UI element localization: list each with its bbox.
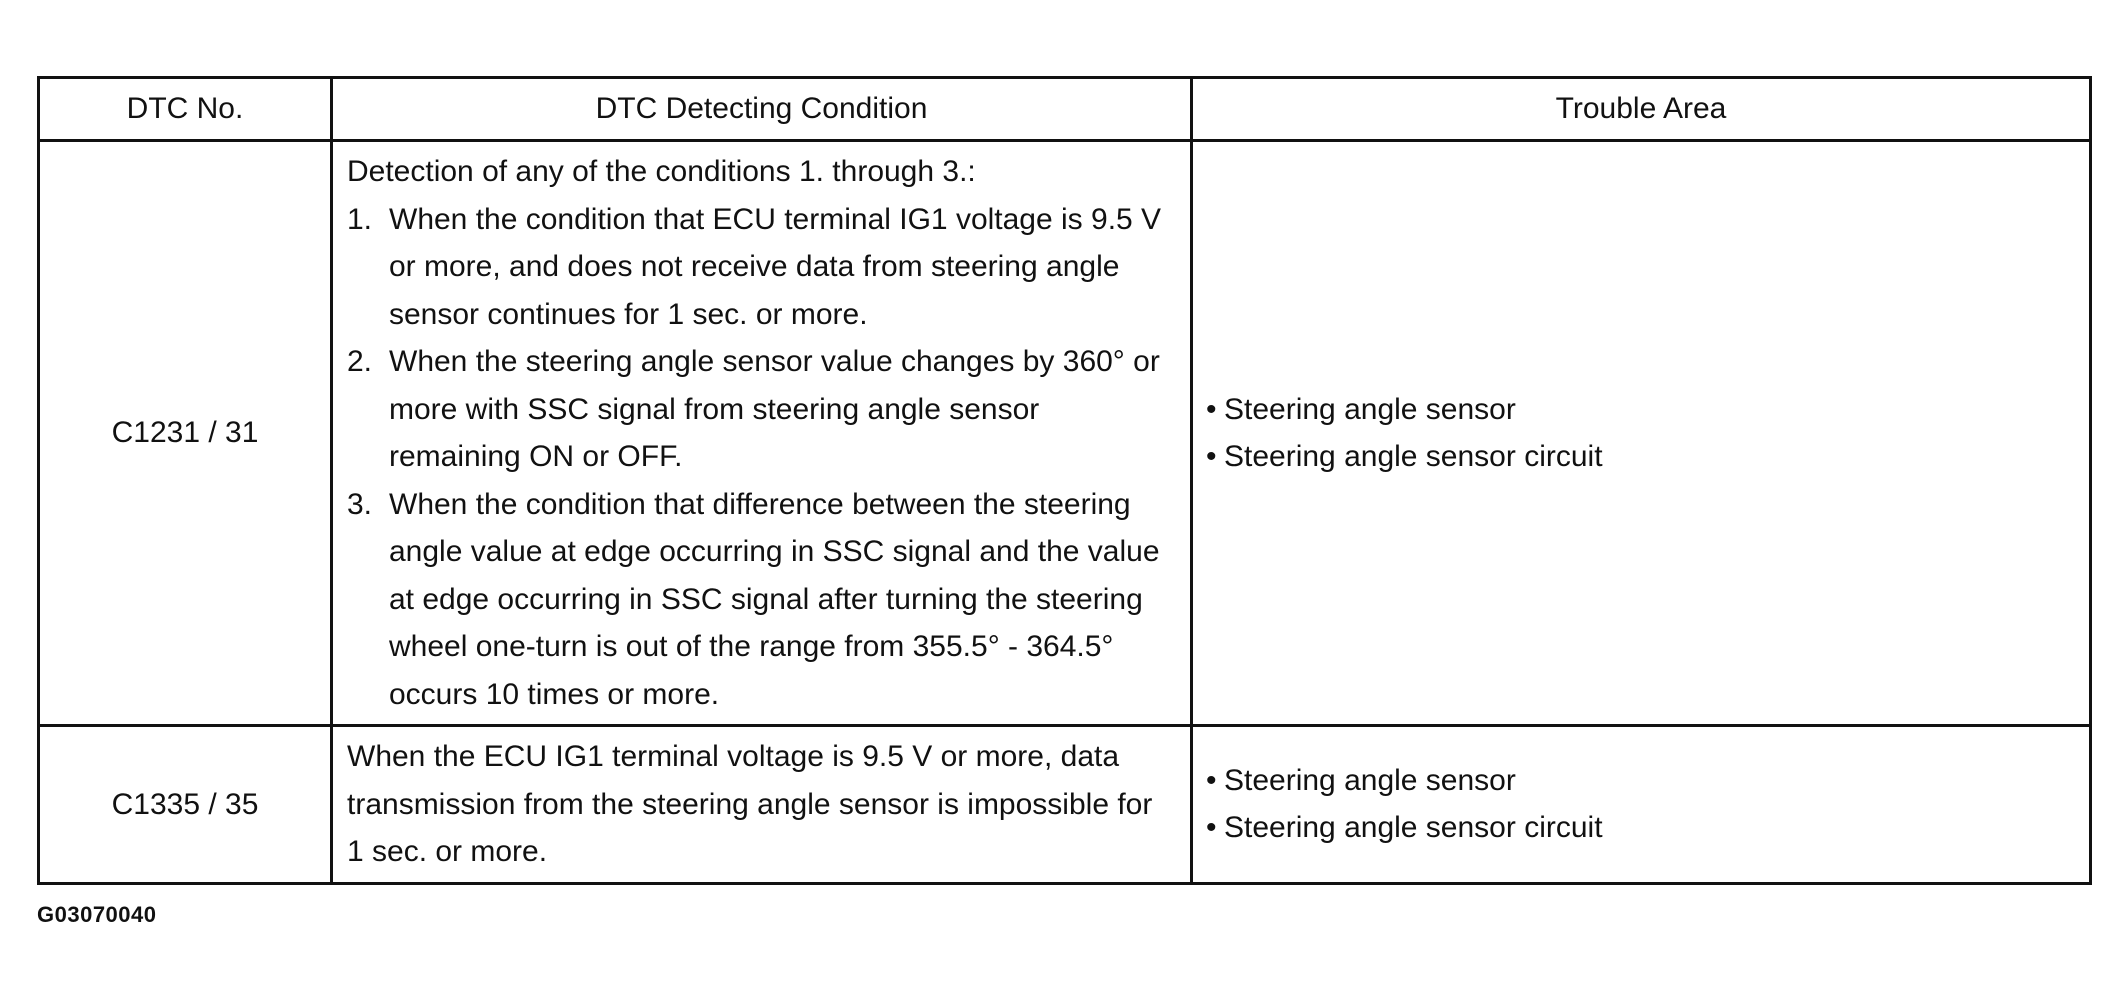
condition-number: 1. xyxy=(347,202,373,236)
trouble-area-list xyxy=(1206,386,2075,481)
table-row xyxy=(39,726,2091,884)
dtc-code: C1335 / 35 xyxy=(39,726,332,884)
condition-number: 2. xyxy=(347,345,373,378)
condition-text: When the condition that ECU terminal IG1 voltage is 9.5 V or more, and does not receive data from steering angle sensor continues for 1 sec. or more. xyxy=(389,202,1162,331)
detecting-condition-cell xyxy=(332,726,1192,884)
header-trouble-area: Trouble Area xyxy=(1192,78,2091,141)
trouble-area-item: • Steering angle sensor xyxy=(1206,386,2075,434)
condition-list xyxy=(347,196,1176,719)
trouble-area-list xyxy=(1206,757,2075,852)
figure-code: G03070040 xyxy=(37,902,157,927)
detecting-condition-cell xyxy=(332,141,1192,726)
condition-text: When the ECU IG1 terminal voltage is 9.5 V or more, data transmission from the steering angle sensor is impossible for 1 sec. or more. xyxy=(347,740,1153,868)
trouble-area-cell xyxy=(1192,726,2091,884)
table-row xyxy=(39,141,2091,726)
header-detecting-condition: DTC Detecting Condition xyxy=(332,78,1192,141)
condition-text: When the condition that difference between the steering angle value at edge occurring in SSC signal and the value at edge occurring in SSC signal after turning the steering wheel one-turn is out of the range from 355.5° - 364.5° occurs 10 times or more. xyxy=(389,487,1160,711)
condition-item xyxy=(347,196,1176,339)
dtc-code: C1231 / 31 xyxy=(39,141,332,726)
trouble-area-item: • Steering angle sensor xyxy=(1206,757,2075,805)
condition-item xyxy=(347,481,1176,719)
header-dtc-no: DTC No. xyxy=(39,78,332,141)
trouble-area-item: • Steering angle sensor circuit xyxy=(1206,804,2075,852)
header-row xyxy=(39,78,2091,141)
dtc-table xyxy=(37,76,2092,885)
condition-intro: Detection of any of the conditions 1. through 3.: xyxy=(347,155,976,188)
trouble-area-cell xyxy=(1192,141,2091,726)
condition-number: 3. xyxy=(347,487,373,521)
condition-text: When the steering angle sensor value changes by 360° or more with SSC signal from steering angle sensor remaining ON or OFF. xyxy=(389,345,1160,473)
trouble-area-item: • Steering angle sensor circuit xyxy=(1206,433,2075,481)
condition-item xyxy=(347,338,1176,481)
